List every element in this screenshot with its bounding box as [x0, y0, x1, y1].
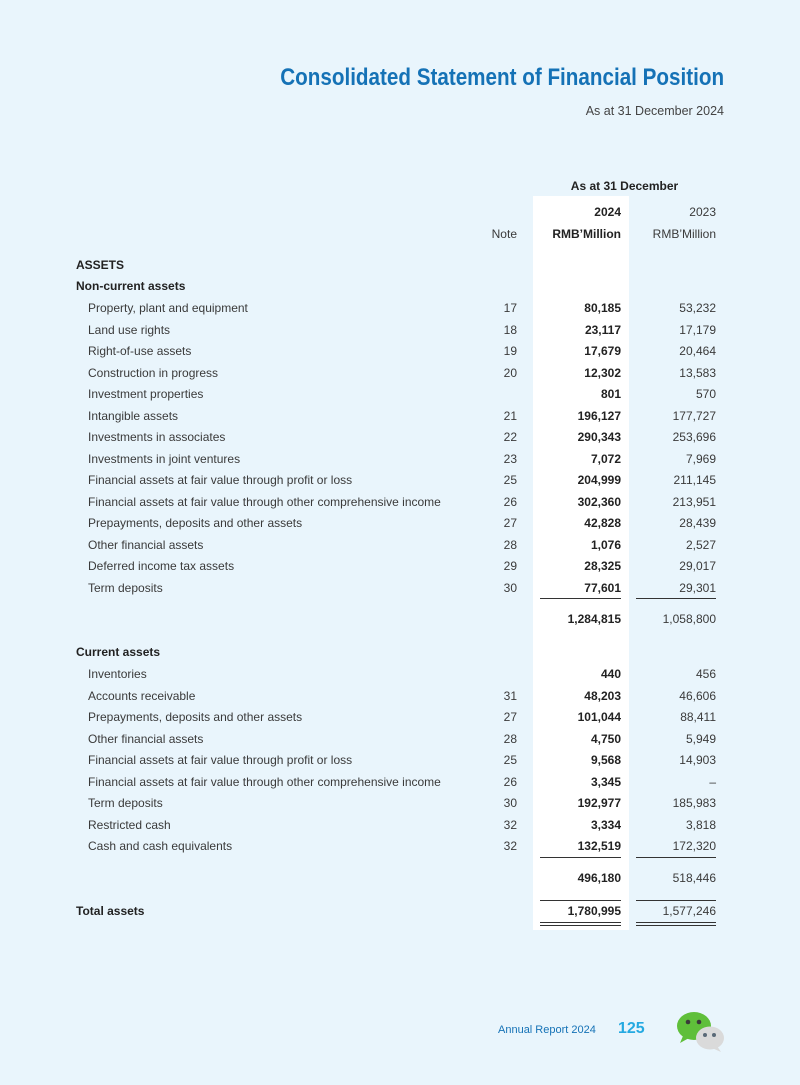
unit-prior: RMB’Million — [652, 227, 716, 241]
table-row — [0, 836, 800, 857]
value-2024: 7,072 — [590, 451, 621, 466]
rule-line — [636, 598, 716, 599]
line-item-label: Investments in joint ventures — [88, 451, 241, 466]
subtotal-2024: 1,284,815 — [567, 612, 621, 626]
value-2023: 456 — [695, 667, 716, 681]
value-2023: 185,983 — [672, 796, 716, 810]
note-ref: 32 — [503, 817, 517, 832]
note-ref: 25 — [503, 473, 517, 487]
value-2023: 211,145 — [673, 473, 716, 487]
line-item-label: Restricted cash — [88, 817, 171, 832]
line-item-label: Right-of-use assets — [88, 344, 192, 358]
table-row — [0, 793, 800, 814]
value-2024: 290,343 — [577, 430, 621, 444]
table-row — [0, 320, 800, 341]
note-ref: 27 — [503, 710, 517, 724]
value-2023: 29,301 — [679, 580, 716, 595]
total-label: Total assets — [76, 904, 145, 918]
value-2023: 5,949 — [685, 731, 716, 746]
line-item-label: Investment properties — [88, 387, 204, 401]
value-2024: 12,302 — [584, 365, 621, 380]
note-ref: 18 — [503, 322, 517, 337]
subtotal-2023: 1,058,800 — [662, 612, 716, 626]
note-ref: 28 — [503, 731, 517, 746]
unit-header-row — [0, 224, 800, 245]
value-2023: 3,818 — [685, 817, 716, 832]
value-2024: 302,360 — [577, 494, 621, 509]
non_current-heading-row — [0, 276, 800, 297]
value-2024: 196,127 — [577, 408, 621, 423]
report-label: Annual Report 2024 — [498, 1024, 596, 1036]
year-current: 2024 — [594, 205, 621, 219]
note-ref: 30 — [503, 796, 517, 810]
value-2023: 570 — [695, 387, 716, 401]
double-rule-line — [540, 922, 621, 923]
value-2024: 204,999 — [577, 473, 621, 487]
line-item-label: Cash and cash equivalents — [88, 839, 233, 853]
section-heading: Current assets — [76, 645, 161, 659]
note-ref: 23 — [503, 451, 517, 466]
period-header-row — [0, 176, 800, 197]
current-heading-row — [0, 642, 800, 663]
value-2023: 46,606 — [679, 688, 716, 703]
line-item-label: Prepayments, deposits and other assets — [88, 516, 303, 530]
value-2023: 172,320 — [672, 839, 716, 853]
value-2023: 213,951 — [672, 494, 716, 509]
note-ref: 17 — [503, 301, 517, 315]
table-row — [0, 384, 800, 405]
note-ref: 26 — [503, 494, 517, 509]
assets-heading: ASSETS — [76, 258, 125, 272]
value-2024: 48,203 — [584, 688, 621, 703]
line-item-label: Inventories — [88, 667, 147, 681]
value-2023: 28,439 — [679, 516, 716, 530]
value-2024: 801 — [600, 387, 621, 401]
line-item-label: Investments in associates — [88, 430, 226, 444]
table-row — [0, 363, 800, 384]
year-prior: 2023 — [689, 205, 716, 219]
double-rule-line — [636, 925, 716, 926]
value-2024: 101,044 — [577, 710, 621, 724]
value-2023: 177,727 — [672, 408, 716, 423]
value-2023: 20,464 — [679, 344, 716, 358]
table-row — [0, 535, 800, 556]
value-2024: 3,334 — [590, 817, 621, 832]
table-row — [0, 298, 800, 319]
rule-line — [540, 857, 621, 858]
table-row — [0, 406, 800, 427]
value-2024: 9,568 — [590, 753, 621, 767]
line-item-label: Prepayments, deposits and other assets — [88, 710, 303, 724]
line-item-label: Construction in progress — [88, 365, 219, 380]
page-subtitle: As at 31 December 2024 — [585, 104, 724, 118]
line-item-label: Other financial assets — [88, 731, 204, 746]
value-2024: 4,750 — [590, 731, 621, 746]
rule-line — [636, 857, 716, 858]
year-header-row — [0, 202, 800, 223]
value-2024: 440 — [600, 667, 621, 681]
value-2024: 80,185 — [584, 301, 621, 315]
value-2024: 23,117 — [584, 322, 621, 337]
value-2024: 132,519 — [577, 839, 621, 853]
value-2024: 192,977 — [577, 796, 621, 810]
value-2024: 77,601 — [584, 580, 621, 595]
value-2023: 253,696 — [672, 430, 716, 444]
line-item-label: Financial assets at fair value through other comprehensive income — [88, 494, 441, 509]
section-heading: Non-current assets — [76, 279, 186, 293]
period-header: As at 31 December — [570, 179, 679, 193]
note-ref: 26 — [503, 774, 517, 789]
line-item-label: Deferred income tax assets — [88, 559, 235, 573]
note-ref: 20 — [503, 365, 517, 380]
value-2024: 3,345 — [590, 774, 621, 789]
double-rule-line — [540, 925, 621, 926]
page-title: Consolidated Statement of Financial Position — [280, 64, 724, 91]
line-item-label: Land use rights — [88, 322, 171, 337]
table-row — [0, 556, 800, 577]
table-row — [0, 729, 800, 750]
value-2024: 28,325 — [584, 559, 621, 573]
value-2023: – — [709, 774, 716, 789]
table-row — [0, 492, 800, 513]
table-row — [0, 449, 800, 470]
note-ref: 28 — [503, 537, 517, 552]
rule-line — [540, 598, 621, 599]
line-item-label: Intangible assets — [88, 408, 179, 423]
note-ref: 22 — [503, 430, 517, 444]
value-2024: 17,679 — [584, 344, 621, 358]
note-ref: 25 — [503, 753, 517, 767]
note-ref: 30 — [503, 580, 517, 595]
unit-current: RMB’Million — [552, 227, 621, 241]
subtotal-row — [0, 609, 800, 630]
line-item-label: Accounts receivable — [88, 688, 196, 703]
page-number: 125 — [618, 1020, 645, 1037]
table-row — [0, 578, 800, 599]
note-ref: 19 — [503, 344, 517, 358]
table-row — [0, 707, 800, 728]
table-row — [0, 750, 800, 771]
note-ref: 29 — [503, 559, 517, 573]
value-2024: 1,076 — [590, 537, 621, 552]
note-header: Note — [491, 227, 517, 241]
value-2023: 29,017 — [679, 559, 716, 573]
table-row — [0, 470, 800, 491]
line-item-label: Term deposits — [88, 580, 163, 595]
note-ref: 31 — [503, 688, 517, 703]
line-item-label: Other financial assets — [88, 537, 204, 552]
subtotal-2023: 518,446 — [672, 871, 716, 885]
table-row — [0, 772, 800, 793]
line-item-label: Financial assets at fair value through profit or loss — [88, 753, 353, 767]
value-2023: 7,969 — [685, 451, 716, 466]
value-2023: 2,527 — [685, 537, 716, 552]
value-2023: 88,411 — [680, 710, 716, 724]
value-2023: 14,903 — [679, 753, 716, 767]
assets-heading-row — [0, 255, 800, 276]
total-2024: 1,780,995 — [567, 904, 621, 918]
line-item-label: Financial assets at fair value through profit or loss — [88, 473, 353, 487]
line-item-label: Property, plant and equipment — [88, 301, 248, 315]
table-row — [0, 664, 800, 685]
total-2023: 1,577,246 — [662, 904, 716, 918]
subtotal-row — [0, 868, 800, 889]
table-row — [0, 341, 800, 362]
value-2023: 13,583 — [679, 365, 716, 380]
table-row — [0, 815, 800, 836]
value-2023: 17,179 — [679, 322, 716, 337]
table-row — [0, 427, 800, 448]
note-ref: 27 — [503, 516, 517, 530]
table-row — [0, 686, 800, 707]
note-ref: 32 — [503, 839, 517, 853]
note-ref: 21 — [503, 408, 517, 423]
line-item-label: Financial assets at fair value through other comprehensive income — [88, 774, 441, 789]
value-2023: 53,232 — [679, 301, 716, 315]
value-2024: 42,828 — [584, 516, 621, 530]
table-row — [0, 513, 800, 534]
double-rule-line — [636, 922, 716, 923]
total-row — [0, 901, 800, 922]
wechat-logo-icon — [674, 1010, 726, 1052]
line-item-label: Term deposits — [88, 796, 163, 810]
subtotal-2024: 496,180 — [577, 871, 621, 885]
